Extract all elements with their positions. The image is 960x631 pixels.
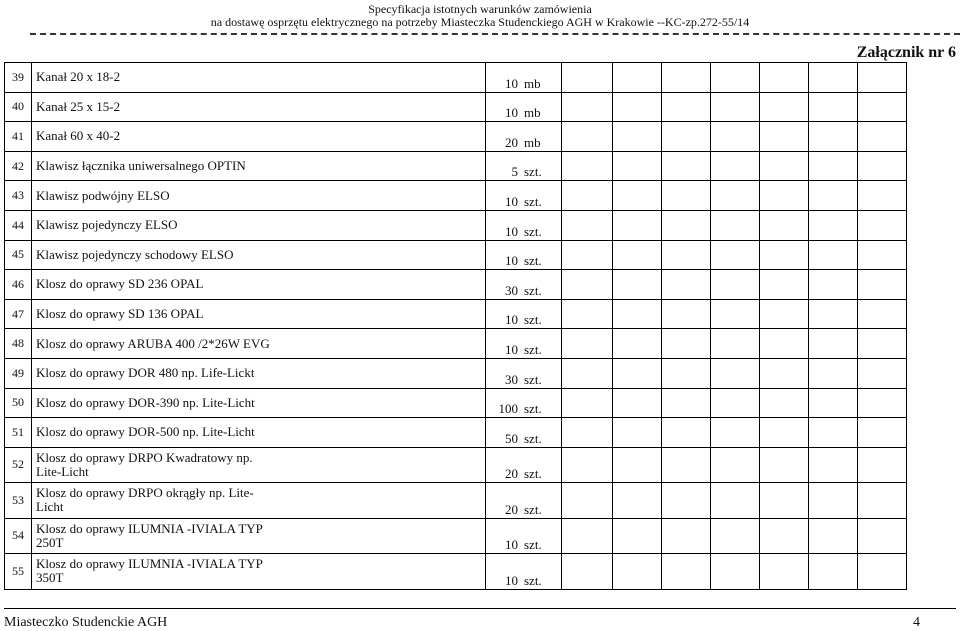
row-description: Klawisz łącznika uniwersalnego OPTIN	[32, 151, 486, 181]
row-quantity: 10	[505, 75, 518, 91]
row-empty-cell	[562, 329, 613, 359]
row-empty-cell	[613, 358, 662, 388]
row-empty-cell	[562, 299, 613, 329]
row-empty-cell	[809, 329, 858, 359]
row-quantity-cell	[486, 518, 562, 554]
row-description: Kanał 60 x 40-2	[32, 122, 486, 152]
row-empty-cell	[858, 181, 907, 211]
table-row	[5, 63, 907, 93]
row-number: 42	[5, 151, 32, 181]
row-empty-cell	[562, 63, 613, 93]
row-empty-cell	[613, 151, 662, 181]
row-number: 49	[5, 358, 32, 388]
row-empty-cell	[613, 447, 662, 483]
footer-page-number: 4	[913, 615, 920, 630]
row-empty-cell	[858, 518, 907, 554]
row-empty-cell	[662, 151, 711, 181]
row-empty-cell	[562, 92, 613, 122]
row-empty-cell	[613, 92, 662, 122]
row-unit: szt.	[524, 572, 542, 588]
row-empty-cell	[613, 299, 662, 329]
row-unit: szt.	[524, 501, 542, 517]
row-number: 45	[5, 240, 32, 270]
row-number: 55	[5, 554, 32, 590]
row-description: Klosz do oprawy DOR-500 np. Lite-Licht	[32, 418, 486, 448]
row-empty-cell	[711, 122, 760, 152]
row-empty-cell	[613, 418, 662, 448]
table-row	[5, 92, 907, 122]
row-quantity-cell	[486, 270, 562, 300]
row-empty-cell	[613, 388, 662, 418]
row-quantity-cell	[486, 447, 562, 483]
row-empty-cell	[613, 122, 662, 152]
row-quantity-cell	[486, 358, 562, 388]
row-quantity-cell	[486, 122, 562, 152]
row-quantity-cell	[486, 63, 562, 93]
row-unit: szt.	[524, 164, 542, 180]
row-empty-cell	[858, 388, 907, 418]
row-quantity-cell	[486, 210, 562, 240]
row-unit: mb	[524, 134, 541, 150]
row-empty-cell	[711, 388, 760, 418]
row-description: Klosz do oprawy ARUBA 400 /2*26W EVG	[32, 329, 486, 359]
row-empty-cell	[662, 554, 711, 590]
row-empty-cell	[613, 329, 662, 359]
row-unit: szt.	[524, 312, 542, 328]
row-number: 51	[5, 418, 32, 448]
row-number: 39	[5, 63, 32, 93]
row-empty-cell	[809, 63, 858, 93]
table-row	[5, 181, 907, 211]
row-empty-cell	[662, 181, 711, 211]
row-empty-cell	[662, 270, 711, 300]
row-empty-cell	[662, 447, 711, 483]
row-empty-cell	[562, 270, 613, 300]
row-quantity: 10	[505, 105, 518, 121]
row-empty-cell	[760, 418, 809, 448]
row-empty-cell	[809, 270, 858, 300]
row-empty-cell	[662, 358, 711, 388]
table-row	[5, 483, 907, 519]
row-quantity: 100	[498, 401, 518, 417]
row-quantity-cell	[486, 483, 562, 519]
header-title: Specyfikacja istotnych warunków zamówienia	[368, 2, 592, 16]
row-unit: szt.	[524, 341, 542, 357]
row-unit: szt.	[524, 371, 542, 387]
row-empty-cell	[613, 210, 662, 240]
row-empty-cell	[760, 299, 809, 329]
row-empty-cell	[613, 483, 662, 519]
row-quantity-cell	[486, 92, 562, 122]
row-number: 48	[5, 329, 32, 359]
row-quantity: 10	[505, 572, 518, 588]
row-empty-cell	[562, 554, 613, 590]
row-quantity: 10	[505, 537, 518, 553]
row-description: Klawisz pojedynczy schodowy ELSO	[32, 240, 486, 270]
row-empty-cell	[711, 329, 760, 359]
row-empty-cell	[562, 122, 613, 152]
row-empty-cell	[711, 210, 760, 240]
row-empty-cell	[711, 151, 760, 181]
row-description	[32, 554, 486, 590]
row-unit: szt.	[524, 193, 542, 209]
row-empty-cell	[809, 92, 858, 122]
row-description: Kanał 25 x 15-2	[32, 92, 486, 122]
row-empty-cell	[858, 329, 907, 359]
row-empty-cell	[858, 418, 907, 448]
row-empty-cell	[809, 483, 858, 519]
row-empty-cell	[662, 299, 711, 329]
row-empty-cell	[809, 418, 858, 448]
row-description: Kanał 20 x 18-2	[32, 63, 486, 93]
row-empty-cell	[760, 518, 809, 554]
items-table	[4, 62, 907, 590]
row-unit: szt.	[524, 282, 542, 298]
row-unit: szt.	[524, 537, 542, 553]
row-empty-cell	[858, 554, 907, 590]
row-number: 52	[5, 447, 32, 483]
row-empty-cell	[809, 358, 858, 388]
row-empty-cell	[613, 63, 662, 93]
row-quantity: 20	[505, 501, 518, 517]
row-quantity: 10	[505, 312, 518, 328]
table-row	[5, 122, 907, 152]
row-empty-cell	[562, 358, 613, 388]
row-empty-cell	[562, 483, 613, 519]
row-empty-cell	[662, 63, 711, 93]
row-quantity: 5	[511, 164, 518, 180]
row-number: 40	[5, 92, 32, 122]
row-empty-cell	[711, 358, 760, 388]
row-empty-cell	[662, 388, 711, 418]
row-empty-cell	[858, 63, 907, 93]
row-empty-cell	[760, 63, 809, 93]
table-row	[5, 151, 907, 181]
row-empty-cell	[711, 483, 760, 519]
row-empty-cell	[760, 483, 809, 519]
row-empty-cell	[858, 299, 907, 329]
row-description: Klawisz podwójny ELSO	[32, 181, 486, 211]
row-description: Klosz do oprawy DOR 480 np. Life-Lickt	[32, 358, 486, 388]
table-row	[5, 299, 907, 329]
row-quantity-cell	[486, 554, 562, 590]
row-description-line1: Klosz do oprawy DRPO okrągły np. Lite-	[36, 485, 254, 501]
row-unit: mb	[524, 105, 541, 121]
row-quantity: 10	[505, 341, 518, 357]
row-description-line1: Klosz do oprawy ILUMNIA -IVIALA TYP	[36, 556, 263, 572]
row-description-line2: Lite-Licht	[36, 463, 89, 479]
items-table-body	[5, 63, 907, 590]
row-description: Klosz do oprawy DOR-390 np. Lite-Licht	[32, 388, 486, 418]
row-empty-cell	[760, 210, 809, 240]
footer-org: Miasteczko Studenckie AGH	[4, 615, 168, 630]
row-empty-cell	[760, 388, 809, 418]
row-empty-cell	[760, 181, 809, 211]
row-number: 54	[5, 518, 32, 554]
row-quantity: 30	[505, 371, 518, 387]
row-empty-cell	[562, 388, 613, 418]
row-empty-cell	[809, 518, 858, 554]
row-empty-cell	[809, 181, 858, 211]
row-unit: szt.	[524, 466, 542, 482]
row-quantity: 10	[505, 223, 518, 239]
table-row	[5, 518, 907, 554]
row-unit: szt.	[524, 430, 542, 446]
row-empty-cell	[562, 418, 613, 448]
row-quantity: 30	[505, 282, 518, 298]
row-empty-cell	[613, 181, 662, 211]
table-row	[5, 554, 907, 590]
row-empty-cell	[760, 358, 809, 388]
row-quantity: 20	[505, 134, 518, 150]
row-empty-cell	[562, 240, 613, 270]
row-empty-cell	[613, 270, 662, 300]
row-empty-cell	[809, 240, 858, 270]
row-empty-cell	[562, 181, 613, 211]
row-empty-cell	[760, 240, 809, 270]
row-empty-cell	[858, 270, 907, 300]
row-number: 44	[5, 210, 32, 240]
row-empty-cell	[809, 447, 858, 483]
row-empty-cell	[809, 122, 858, 152]
row-empty-cell	[858, 151, 907, 181]
row-empty-cell	[662, 518, 711, 554]
header-subtitle: na dostawę osprzętu elektrycznego na potrzeby Miasteczka Studenckiego AGH w Krakowie --KC-zp.272-55/14	[210, 15, 750, 29]
row-empty-cell	[711, 299, 760, 329]
row-unit: mb	[524, 75, 541, 91]
table-row	[5, 447, 907, 483]
row-empty-cell	[809, 210, 858, 240]
row-empty-cell	[858, 92, 907, 122]
row-empty-cell	[858, 210, 907, 240]
row-empty-cell	[662, 92, 711, 122]
row-quantity: 10	[505, 193, 518, 209]
row-description	[32, 518, 486, 554]
row-empty-cell	[711, 92, 760, 122]
row-unit: szt.	[524, 253, 542, 269]
row-number: 47	[5, 299, 32, 329]
row-number: 53	[5, 483, 32, 519]
annex-label: Załącznik nr 6	[856, 44, 956, 61]
row-empty-cell	[613, 240, 662, 270]
row-quantity-cell	[486, 181, 562, 211]
row-empty-cell	[662, 329, 711, 359]
row-empty-cell	[562, 518, 613, 554]
row-empty-cell	[662, 210, 711, 240]
row-quantity-cell	[486, 299, 562, 329]
row-description-line2: Licht	[36, 499, 64, 515]
row-empty-cell	[809, 151, 858, 181]
row-quantity: 20	[505, 466, 518, 482]
row-empty-cell	[760, 92, 809, 122]
row-quantity-cell	[486, 388, 562, 418]
row-empty-cell	[613, 554, 662, 590]
row-empty-cell	[858, 358, 907, 388]
row-empty-cell	[760, 554, 809, 590]
row-empty-cell	[809, 388, 858, 418]
row-empty-cell	[711, 518, 760, 554]
row-quantity: 10	[505, 253, 518, 269]
row-description	[32, 483, 486, 519]
row-empty-cell	[858, 447, 907, 483]
row-empty-cell	[711, 554, 760, 590]
row-quantity-cell	[486, 151, 562, 181]
row-empty-cell	[662, 122, 711, 152]
row-unit: szt.	[524, 401, 542, 417]
row-description: Klosz do oprawy SD 236 OPAL	[32, 270, 486, 300]
row-number: 46	[5, 270, 32, 300]
row-number: 43	[5, 181, 32, 211]
row-empty-cell	[711, 418, 760, 448]
row-empty-cell	[858, 483, 907, 519]
row-empty-cell	[662, 240, 711, 270]
row-description-line1: Klosz do oprawy DRPO Kwadratowy np.	[36, 449, 253, 465]
table-row	[5, 418, 907, 448]
table-row	[5, 329, 907, 359]
row-empty-cell	[711, 447, 760, 483]
row-description-line1: Klosz do oprawy ILUMNIA -IVIALA TYP	[36, 520, 263, 536]
row-empty-cell	[562, 210, 613, 240]
row-number: 50	[5, 388, 32, 418]
row-empty-cell	[858, 122, 907, 152]
row-unit: szt.	[524, 223, 542, 239]
row-description-line2: 250T	[36, 534, 64, 550]
row-empty-cell	[760, 122, 809, 152]
row-quantity-cell	[486, 418, 562, 448]
row-empty-cell	[662, 418, 711, 448]
row-empty-cell	[858, 240, 907, 270]
row-quantity: 50	[505, 430, 518, 446]
table-row	[5, 388, 907, 418]
row-empty-cell	[809, 554, 858, 590]
row-empty-cell	[809, 299, 858, 329]
footer-divider	[4, 608, 956, 609]
table-row	[5, 210, 907, 240]
header-dashed-divider	[30, 33, 960, 35]
row-empty-cell	[662, 483, 711, 519]
row-empty-cell	[760, 151, 809, 181]
row-empty-cell	[760, 329, 809, 359]
row-description: Klawisz pojedynczy ELSO	[32, 210, 486, 240]
row-quantity-cell	[486, 329, 562, 359]
row-empty-cell	[711, 181, 760, 211]
table-row	[5, 358, 907, 388]
row-empty-cell	[613, 518, 662, 554]
row-empty-cell	[711, 63, 760, 93]
row-description-line2: 350T	[36, 570, 64, 586]
row-number: 41	[5, 122, 32, 152]
row-quantity-cell	[486, 240, 562, 270]
row-empty-cell	[711, 240, 760, 270]
row-empty-cell	[760, 270, 809, 300]
table-row	[5, 270, 907, 300]
row-empty-cell	[562, 151, 613, 181]
row-empty-cell	[711, 270, 760, 300]
row-empty-cell	[760, 447, 809, 483]
row-description	[32, 447, 486, 483]
row-empty-cell	[562, 447, 613, 483]
table-row	[5, 240, 907, 270]
row-description: Klosz do oprawy SD 136 OPAL	[32, 299, 486, 329]
